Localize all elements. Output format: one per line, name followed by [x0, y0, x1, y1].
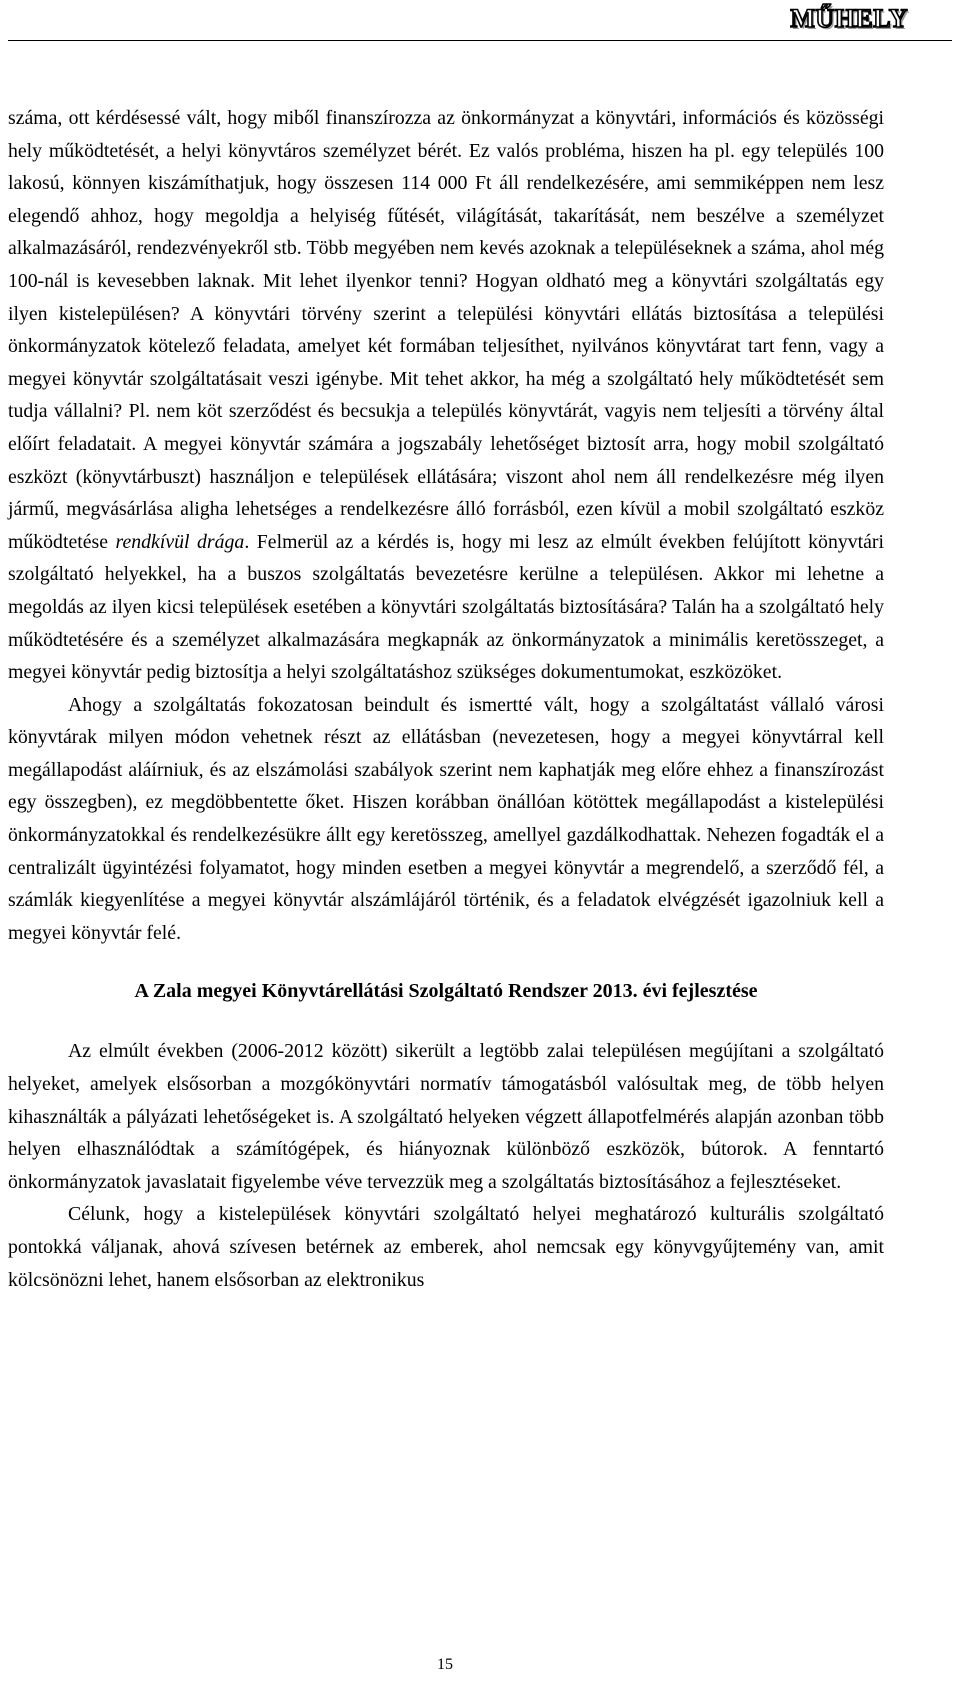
- paragraph-1-text-b: . Felmerül az a kérdés is, hogy mi lesz az elmúlt években felújított könyvtári szolgáltató helyekkel, ha a buszos szolgáltatás bevezetésre kerülne a településen. Akkor mi lehetne a megoldás az ilyen kicsi települések esetében a könyvtári szolgáltatás biztosítására? Talán ha a szolgáltató hely működtetésére és a személyzet alkalmazására megkapnák az önkormányzatok a minimális keretösszeget, a megyei könyvtár pedig biztosítja a helyi szolgáltatáshoz szükséges dokumentumokat, eszközöket.: [8, 530, 884, 684]
- paragraph-1-italic: rendkívül drága: [115, 530, 245, 553]
- paragraph-1: [8, 102, 884, 689]
- paragraph-1-text-a: száma, ott kérdésessé vált, hogy miből finanszírozza az önkormányzat a könyvtári, információs és közösségi hely működtetését, a helyi könyvtáros személyzet bérét. Ez valós probléma, hiszen ha pl. egy település 100 lakosú, könnyen kiszámíthatjuk, hogy összesen 114 000 Ft áll rendelkezésére, ami semmiképpen nem lesz elegendő ahhoz, hogy megoldja a helyiség fűtését, világítását, takarítását, nem beszélve a személyzet alkalmazásáról, rendezvényekről stb. Több megyében nem kevés azoknak a településeknek a száma, ahol még 100-nál is kevesebben laknak. Mit lehet ilyenkor tenni? Hogyan oldható meg a könyvtári szolgáltatás egy ilyen kistelepülésen? A könyvtári törvény szerint a települési könyvtári ellátás biztosítása a települési önkormányzatok kötelező feladata, amelyet két formában teljesíthet, nyilvános könyvtárat tart fenn, vagy a megyei könyvtár szolgáltatásait veszi igénybe. Mit tehet akkor, ha még a szolgáltató hely működtetését sem tudja vállalni? Pl. nem köt szerződést és becsukja a település könyvtárát, vagyis nem teljesíti a törvény által előírt feladatait. A megyei könyvtár számára a jogszabály lehetőséget biztosít arra, hogy mobil szolgáltató eszközt (könyvtárbuszt) használjon e települések ellátására; viszont ahol nem áll rendelkezésre még ilyen jármű, megvásárlása aligha lehetséges a rendelkezésre álló forrásból, ezen kívül a mobil szolgáltató eszköz működtetése: [8, 107, 884, 553]
- header-title: MŰHELY: [790, 4, 908, 33]
- section-title: A Zala megyei Könyvtárellátási Szolgáltató Rendszer 2013. évi fejlesztése: [134, 980, 758, 1003]
- article-body: [8, 102, 884, 1296]
- paragraph-3: Az elmúlt években (2006-2012 között) sikerült a legtöbb zalai településen megújítani a szolgáltató helyeket, amelyek elsősorban a mozgókönyvtári normatív támogatásból valósultak meg, de több helyen kihasználták a pályázati lehetőségeket is. A szolgáltató helyeken végzett állapotfelmérés alapján azonban több helyen elhasználódtak a számítógépek, és hiányoznak különböző eszközök, bútorok. A fenntartó önkormányzatok javaslatait figyelembe véve tervezzük meg a szolgáltatás biztosításához a fejlesztéseket.: [8, 1040, 884, 1193]
- paragraph-4: Célunk, hogy a kistelepülések könyvtári szolgáltató helyei meghatározó kulturális szolgáltató pontokká váljanak, ahová szívesen betérnek az emberek, ahol nemcsak egy könyvgyűjtemény van, amit kölcsönözni lehet, hanem elsősorban az elektronikus: [8, 1203, 884, 1291]
- header-rule: [8, 40, 952, 41]
- paragraph-2: Ahogy a szolgáltatás fokozatosan beindult és ismertté vált, hogy a szolgáltatást vállaló városi könyvtárak milyen módon vehetnek részt az ellátásban (nevezetesen, hogy a megyei könyvtárral kell megállapodást aláírniuk, és az elszámolási szabályok szerint nem kaphatják meg előre ehhez a finanszírozást egy összegben), ez megdöbbentette őket. Hiszen korábban önállóan kötöttek megállapodást a kistelepülési önkormányzatokkal és rendelkezésükre állt egy keretösszeg, amellyel gazdálkodhattak. Nehezen fogadták el a centralizált ügyintézési folyamatot, hogy minden esetben a megyei könyvtár a megrendelő, a szerződő fél, a számlák kiegyenlítése a megyei könyvtár alszámlájáról történik, és a feladatok elvégzését igazolniuk kell a megyei könyvtár felé.: [8, 693, 884, 944]
- page-number: 15: [437, 1656, 453, 1673]
- page-header: [0, 0, 960, 44]
